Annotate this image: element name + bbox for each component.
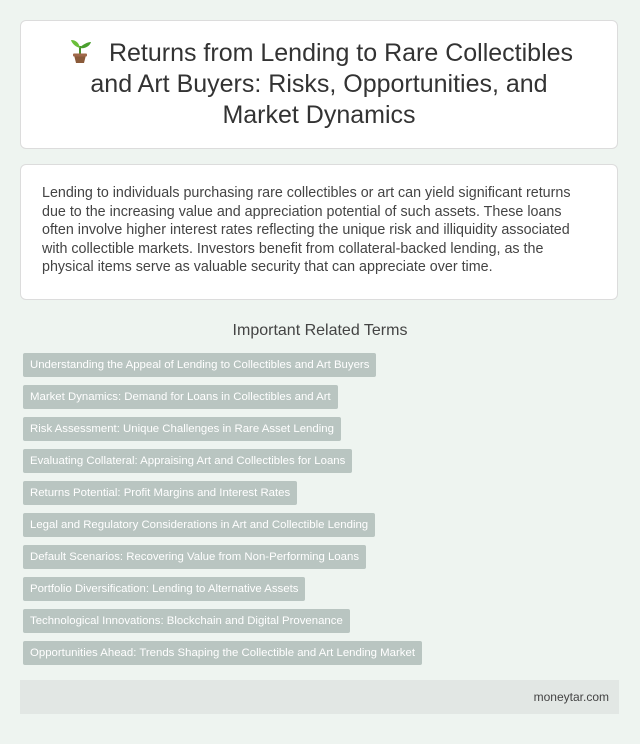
related-term-tag[interactable]: Portfolio Diversification: Lending to Alternative Assets [23, 577, 305, 601]
related-term-item [23, 641, 422, 673]
related-term-item [23, 385, 422, 417]
related-term-item [23, 417, 422, 449]
related-term-tag[interactable]: Default Scenarios: Recovering Value from Non-Performing Loans [23, 545, 366, 569]
related-term-tag[interactable]: Returns Potential: Profit Margins and Interest Rates [23, 481, 297, 505]
related-term-tag[interactable]: Risk Assessment: Unique Challenges in Rare Asset Lending [23, 417, 341, 441]
related-term-item [23, 545, 422, 577]
related-term-item [23, 513, 422, 545]
related-terms-list [23, 353, 422, 673]
related-terms-heading: Important Related Terms [232, 322, 408, 339]
related-term-tag[interactable]: Evaluating Collateral: Appraising Art and Collectibles for Loans [23, 449, 352, 473]
related-term-item [23, 449, 422, 481]
related-term-item [23, 353, 422, 385]
related-term-item [23, 481, 422, 513]
title-card [20, 20, 618, 149]
summary-text: Lending to individuals purchasing rare collectibles or art can yield significant returns due to the increasing value and appreciation potential of such assets. These loans often involve higher interest rates reflecting the unique risk and illiquidity associated with collectible markets. Investors benefit from collateral-backed lending, as the physical items serve as valuable security that can appreciate over time. [42, 185, 571, 276]
related-term-tag[interactable]: Market Dynamics: Demand for Loans in Collectibles and Art [23, 385, 338, 409]
related-term-tag[interactable]: Opportunities Ahead: Trends Shaping the Collectible and Art Lending Market [23, 641, 422, 665]
related-term-tag[interactable]: Understanding the Appeal of Lending to Collectibles and Art Buyers [23, 353, 376, 377]
sprout-icon [65, 38, 95, 64]
related-term-item [23, 577, 422, 609]
page-title-text: Returns from Lending to Rare Collectibles and Art Buyers: Risks, Opportunities, and Market Dynamics [90, 39, 574, 129]
summary-card [20, 164, 618, 300]
footer-site-link[interactable]: moneytar.com [533, 690, 609, 704]
related-term-tag[interactable]: Technological Innovations: Blockchain and Digital Provenance [23, 609, 350, 633]
page-title [61, 38, 577, 131]
related-term-tag[interactable]: Legal and Regulatory Considerations in Art and Collectible Lending [23, 513, 375, 537]
footer [20, 680, 619, 714]
related-term-item [23, 609, 422, 641]
